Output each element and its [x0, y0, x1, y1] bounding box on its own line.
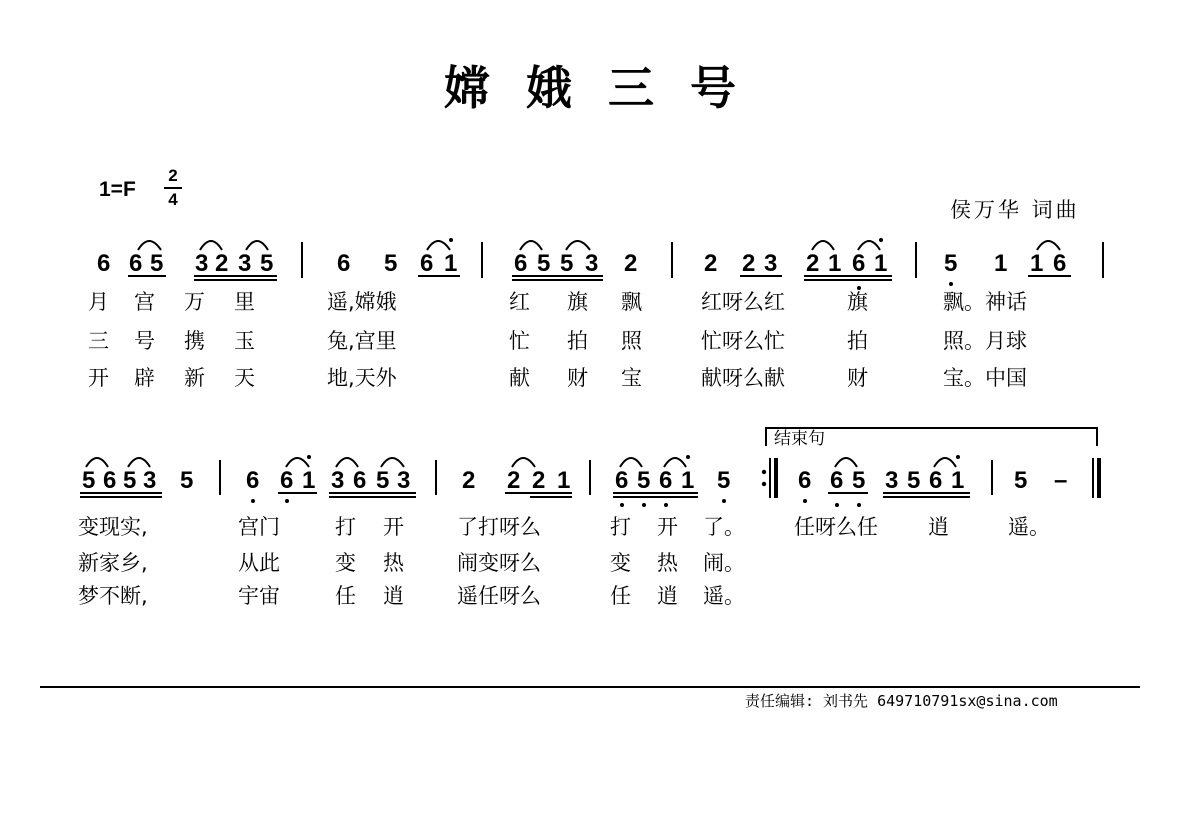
lyric: 月	[88, 290, 109, 314]
note: 3	[764, 250, 778, 277]
note: 6	[246, 467, 260, 494]
lyric: 打	[335, 515, 356, 539]
note: 5	[376, 467, 390, 494]
lyric: 拍	[567, 329, 588, 353]
lyric: 旗	[847, 290, 868, 314]
note: 5	[907, 467, 921, 494]
beam-lines-1	[128, 276, 1071, 280]
note: 3	[238, 250, 252, 277]
lyrics-verse-3	[78, 584, 745, 608]
lyric: 了打呀么	[457, 515, 541, 539]
time-signature-bottom: 4	[168, 190, 178, 209]
note: 2	[742, 250, 756, 277]
lyric: 忙	[509, 329, 530, 353]
lyric: 照。月球	[943, 329, 1027, 353]
note: 2	[462, 467, 476, 494]
note: 2	[507, 467, 521, 494]
note: 5	[180, 467, 194, 494]
ending-bracket	[766, 428, 1097, 449]
note: 6	[615, 467, 629, 494]
lyric: 任	[335, 584, 356, 608]
note: 1	[444, 250, 458, 277]
lyric: 忙呀么忙	[701, 329, 785, 353]
page-title: 嫦娥三号	[444, 61, 772, 115]
lyric: 热	[383, 551, 404, 575]
note: 1	[994, 250, 1008, 277]
beam-lines-2	[80, 493, 970, 497]
lyric: 逍	[928, 515, 949, 539]
lyric: 红呀么红	[701, 290, 785, 314]
lyric: 变	[610, 551, 631, 575]
lyric: 财	[847, 366, 868, 390]
slurs-2	[86, 458, 956, 467]
score-line-2	[82, 467, 1067, 494]
note: 6	[280, 467, 294, 494]
note: 6	[129, 250, 143, 277]
lyric: 打	[610, 515, 631, 539]
lyric: 遥任呀么	[457, 584, 541, 608]
score-line-1	[97, 250, 1066, 277]
lyrics-verse-1	[78, 515, 1050, 539]
lyric: 开	[88, 366, 109, 390]
lyric: 辟	[134, 366, 155, 390]
lyric: 新家乡,	[78, 551, 148, 575]
note: 5	[260, 250, 274, 277]
note: 6	[798, 467, 812, 494]
note: 1	[828, 250, 842, 277]
lyrics-verse-2	[88, 329, 1027, 353]
lyrics-block-2	[78, 515, 1050, 608]
note: –	[1054, 467, 1068, 494]
note: 6	[103, 467, 117, 494]
lyric: 旗	[567, 290, 588, 314]
lyric: 玉	[234, 329, 255, 353]
note: 6	[514, 250, 528, 277]
lyrics-block-1	[88, 290, 1027, 390]
note: 3	[585, 250, 599, 277]
note: 5	[1014, 467, 1028, 494]
note: 1	[681, 467, 695, 494]
lyric: 宇宙	[238, 584, 280, 608]
note: 5	[852, 467, 866, 494]
final-barline	[1093, 458, 1099, 498]
note: 6	[420, 250, 434, 277]
lyric: 万	[184, 290, 205, 314]
lyric: 宫	[134, 290, 155, 314]
author-credit: 侯万华 词曲	[950, 198, 1080, 222]
note: 5	[717, 467, 731, 494]
lyric: 遥。	[703, 584, 745, 608]
note: 2	[624, 250, 638, 277]
lyric: 闹。	[703, 551, 745, 575]
lyric: 新	[184, 366, 205, 390]
lyric: 宫门	[238, 515, 280, 539]
lyric: 地,天外	[327, 366, 397, 390]
slurs-1	[138, 241, 1060, 250]
lyrics-verse-3	[88, 366, 1027, 390]
note: 2	[806, 250, 820, 277]
lyric: 开	[383, 515, 404, 539]
lyric: 三	[88, 329, 109, 353]
note: 6	[929, 467, 943, 494]
repeat-barline	[762, 458, 776, 498]
lyric: 宝。中国	[943, 366, 1027, 390]
lyric: 逍	[657, 584, 678, 608]
lyric: 拍	[847, 329, 868, 353]
note: 1	[874, 250, 888, 277]
note: 5	[944, 250, 958, 277]
lyric: 携	[184, 329, 205, 353]
lyric: 任	[610, 584, 631, 608]
lyric: 飘。神话	[943, 290, 1027, 314]
lyric: 了。	[703, 515, 745, 539]
time-signature-top: 2	[168, 166, 178, 185]
lyric: 号	[134, 329, 155, 353]
note: 6	[852, 250, 866, 277]
lyric: 遥。	[1008, 515, 1050, 539]
lyric: 红	[509, 290, 530, 314]
footer-credit: 责任编辑: 刘书先 649710791sx@sina.com	[745, 692, 1058, 710]
note: 6	[659, 467, 673, 494]
lyric: 兔,宫里	[327, 329, 397, 353]
footer-divider	[40, 686, 1140, 688]
note: 3	[885, 467, 899, 494]
note: 6	[1053, 250, 1067, 277]
note: 5	[384, 250, 398, 277]
lyric: 变	[335, 551, 356, 575]
note: 3	[331, 467, 345, 494]
lyric: 变现实,	[78, 515, 148, 539]
note: 5	[637, 467, 651, 494]
note: 6	[830, 467, 844, 494]
lyric: 闹变呀么	[457, 551, 541, 575]
lyric: 开	[657, 515, 678, 539]
note: 3	[143, 467, 157, 494]
lyrics-verse-1	[88, 290, 1027, 314]
note: 1	[1030, 250, 1044, 277]
note: 5	[82, 467, 96, 494]
lyric: 从此	[238, 551, 280, 575]
note: 5	[123, 467, 137, 494]
lyric: 任呀么任	[794, 515, 878, 539]
lyric: 里	[234, 290, 255, 314]
lyric: 献呀么献	[701, 366, 785, 390]
note: 2	[532, 467, 546, 494]
note: 6	[97, 250, 111, 277]
lyrics-verse-2	[78, 551, 745, 575]
lyric: 逍	[383, 584, 404, 608]
lyric: 天	[234, 366, 255, 390]
note: 2	[215, 250, 229, 277]
note: 1	[302, 467, 316, 494]
note: 1	[557, 467, 571, 494]
key-signature: 1=F	[99, 178, 136, 201]
note: 5	[537, 250, 551, 277]
lyric: 宝	[621, 366, 642, 390]
ending-label: 结束句	[774, 429, 825, 449]
note: 5	[150, 250, 164, 277]
note: 3	[397, 467, 411, 494]
note: 1	[951, 467, 965, 494]
note: 6	[337, 250, 351, 277]
lyric: 遥,嫦娥	[327, 290, 397, 314]
lyric: 热	[657, 551, 678, 575]
note: 6	[353, 467, 367, 494]
lyric: 财	[567, 366, 588, 390]
note: 3	[195, 250, 209, 277]
lyric: 梦不断,	[78, 584, 148, 608]
lyric: 献	[509, 366, 530, 390]
lyric: 飘	[621, 290, 642, 314]
note: 5	[560, 250, 574, 277]
note: 2	[704, 250, 718, 277]
lyric: 照	[621, 329, 642, 353]
